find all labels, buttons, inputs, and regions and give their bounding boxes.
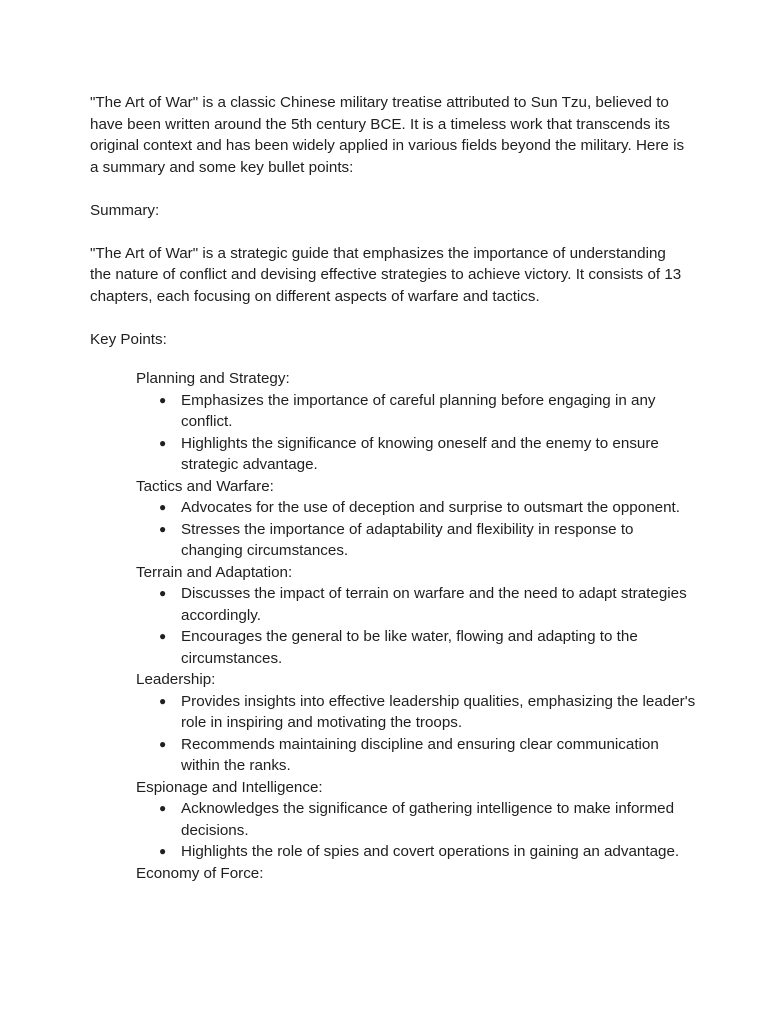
list-item xyxy=(159,433,696,476)
bullet-icon: ● xyxy=(159,693,167,708)
document-page xyxy=(90,92,696,884)
bullet-icon: ● xyxy=(159,521,167,536)
bullet-icon: ● xyxy=(159,844,167,858)
bullet-icon: ● xyxy=(159,392,167,407)
key-points-heading: Key Points: xyxy=(90,330,167,348)
bullet-list xyxy=(136,798,696,863)
bullet-text: Recommends maintaining discipline and ensuring clear communication within the ranks. xyxy=(181,735,659,774)
section-heading: Economy of Force: xyxy=(136,864,264,882)
bullet-icon: ● xyxy=(159,500,167,514)
bullet-list xyxy=(136,497,696,562)
list-item xyxy=(159,734,696,777)
bullet-text: Provides insights into effective leadership qualities, emphasizing the leader's role in inspiring and motivating the troops. xyxy=(181,692,696,731)
intro-paragraph: "The Art of War" is a classic Chinese military treatise attributed to Sun Tzu, believed to have been written around the 5th century BCE. It is a timeless work that transcends its original context and has been widely applied in various fields beyond the military. Here is a summary and some key bullet points: xyxy=(90,94,685,176)
bullet-text: Stresses the importance of adaptability and flexibility in response to changing circumstances. xyxy=(181,520,634,559)
bullet-text: Discusses the impact of terrain on warfare and the need to adapt strategies accordingly. xyxy=(181,585,687,624)
list-item xyxy=(159,841,696,863)
list-item xyxy=(159,497,696,519)
bullet-icon: ● xyxy=(159,586,167,600)
bullet-icon: ● xyxy=(159,629,167,643)
bullet-text: Advocates for the use of deception and surprise to outsmart the opponent. xyxy=(181,499,680,516)
key-points-list xyxy=(136,368,696,884)
list-item xyxy=(159,798,696,841)
list-item xyxy=(159,390,696,433)
section-heading: Terrain and Adaptation: xyxy=(136,563,293,581)
bullet-text: Encourages the general to be like water, flowing and adapting to the circumstances. xyxy=(181,628,638,667)
section-heading: Tactics and Warfare: xyxy=(136,477,274,495)
list-item xyxy=(159,626,696,669)
summary-paragraph: "The Art of War" is a strategic guide that emphasizes the importance of understanding the nature of conflict and devising effective strategies to achieve victory. It consists of 13 chapters, each focusing on different aspects of warfare and tactics. xyxy=(90,244,682,305)
bullet-list xyxy=(136,691,696,777)
list-item xyxy=(159,519,696,562)
section-heading: Planning and Strategy: xyxy=(136,370,290,387)
summary-heading: Summary: xyxy=(90,201,160,219)
bullet-text: Acknowledges the significance of gathering intelligence to make informed decisions. xyxy=(181,800,675,839)
list-item xyxy=(159,691,696,734)
list-item xyxy=(159,583,696,626)
bullet-list xyxy=(136,583,696,669)
bullet-text: Highlights the role of spies and covert operations in gaining an advantage. xyxy=(181,843,680,860)
bullet-list xyxy=(136,390,696,476)
bullet-icon: ● xyxy=(159,435,167,450)
bullet-text: Emphasizes the importance of careful planning before engaging in any conflict. xyxy=(181,391,656,430)
section-heading: Espionage and Intelligence: xyxy=(136,778,323,796)
bullet-icon: ● xyxy=(159,736,167,751)
bullet-text: Highlights the significance of knowing oneself and the enemy to ensure strategic advantage. xyxy=(181,434,659,473)
section-heading: Leadership: xyxy=(136,671,216,688)
bullet-icon: ● xyxy=(159,801,167,815)
